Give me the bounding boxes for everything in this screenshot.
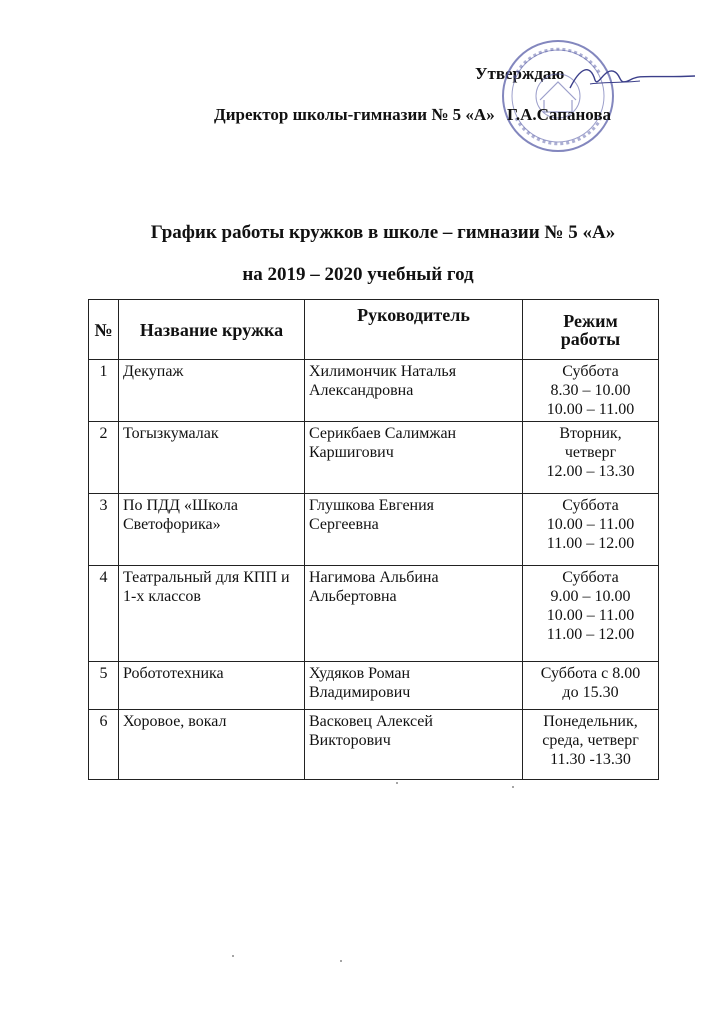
- schedule-line: Понедельник,: [543, 713, 638, 730]
- leader-name-line: Викторович: [309, 732, 391, 749]
- schedule-line: 11.30 -13.30: [550, 751, 631, 768]
- table-row: [89, 662, 659, 710]
- scan-speck: [396, 782, 398, 784]
- schedule-line: 8.30 – 10.00: [550, 382, 631, 399]
- schedule-table: [88, 299, 659, 780]
- header-schedule: Режим работы: [523, 300, 659, 360]
- table-row: [89, 494, 659, 566]
- scan-speck: [512, 786, 514, 788]
- row-number-cell: 1: [89, 360, 119, 422]
- club-name-cell: По ПДД «Школа Светофорика»: [119, 494, 305, 566]
- leader-cell: [305, 422, 523, 494]
- leader-name-line: Каршигович: [309, 444, 394, 461]
- table-row: [89, 422, 659, 494]
- table-row: [89, 566, 659, 662]
- club-name-cell: Декупаж: [119, 360, 305, 422]
- scan-speck: [340, 960, 342, 962]
- header-num: №: [89, 300, 119, 360]
- leader-name-line: Сергеевна: [309, 516, 379, 533]
- leader-name-line: Альбертовна: [309, 588, 397, 605]
- leader-name-line: Хилимончик Наталья: [309, 363, 457, 380]
- schedule-line: 10.00 – 11.00: [546, 401, 635, 418]
- leader-name-line: Александровна: [309, 382, 414, 399]
- scan-speck: [232, 955, 234, 957]
- approve-label: Утверждаю: [475, 64, 565, 83]
- schedule-line: Суббота: [562, 497, 619, 514]
- table-row: [89, 360, 659, 422]
- table-header-row: [89, 300, 659, 360]
- director-name: Г.А.Сапанова: [506, 105, 612, 124]
- document-title: График работы кружков в школе – гимназии № 5 «А»: [150, 222, 616, 243]
- leader-name-line: Глушкова Евгения: [309, 497, 435, 514]
- schedule-cell: [523, 360, 659, 422]
- schedule-line: Вторник,: [559, 425, 622, 442]
- schedule-line: Суббота: [562, 569, 619, 586]
- club-name-cell: Театральный для КПП и 1-х классов: [119, 566, 305, 662]
- schedule-line: 9.00 – 10.00: [550, 588, 631, 605]
- header-name: Название кружка: [119, 300, 305, 360]
- director-line: [214, 105, 611, 125]
- leader-name-line: Худяков Роман: [309, 665, 411, 682]
- leader-name-line: Серикбаев Салимжан: [309, 425, 457, 442]
- row-number-cell: 3: [89, 494, 119, 566]
- schedule-line: 10.00 – 11.00: [546, 607, 635, 624]
- schedule-line: четверг: [564, 444, 617, 461]
- leader-cell: [305, 662, 523, 710]
- header-leader: Руководитель: [305, 300, 523, 360]
- schedule-cell: [523, 422, 659, 494]
- row-number-cell: 2: [89, 422, 119, 494]
- director-title: Директор школы-гимназии № 5 «А»: [214, 105, 495, 124]
- row-number-cell: 4: [89, 566, 119, 662]
- schedule-line: 10.00 – 11.00: [546, 516, 635, 533]
- schedule-cell: [523, 662, 659, 710]
- leader-name-line: Владимирович: [309, 684, 411, 701]
- schedule-cell: [523, 494, 659, 566]
- club-name-cell: Робототехника: [119, 662, 305, 710]
- leader-name-line: Нагимова Альбина: [309, 569, 439, 586]
- schedule-cell: [523, 710, 659, 780]
- leader-name-line: Васковец Алексей: [309, 713, 433, 730]
- leader-cell: [305, 494, 523, 566]
- schedule-line: до 15.30: [562, 684, 619, 701]
- schedule-line: 11.00 – 12.00: [546, 535, 635, 552]
- schedule-line: среда, четверг: [542, 732, 639, 749]
- leader-cell: [305, 710, 523, 780]
- club-name-cell: Хоровое, вокал: [119, 710, 305, 780]
- leader-cell: [305, 360, 523, 422]
- director-signature: [560, 58, 700, 98]
- row-number-cell: 6: [89, 710, 119, 780]
- schedule-line: 12.00 – 13.30: [546, 463, 635, 480]
- document-subtitle: на 2019 – 2020 учебный год: [242, 264, 474, 285]
- schedule-line: 11.00 – 12.00: [546, 626, 635, 643]
- club-name-cell: Тогызкумалак: [119, 422, 305, 494]
- leader-cell: [305, 566, 523, 662]
- schedule-line: Суббота с 8.00: [540, 665, 641, 682]
- row-number-cell: 5: [89, 662, 119, 710]
- schedule-line: Суббота: [562, 363, 619, 380]
- schedule-cell: [523, 566, 659, 662]
- table-row: [89, 710, 659, 780]
